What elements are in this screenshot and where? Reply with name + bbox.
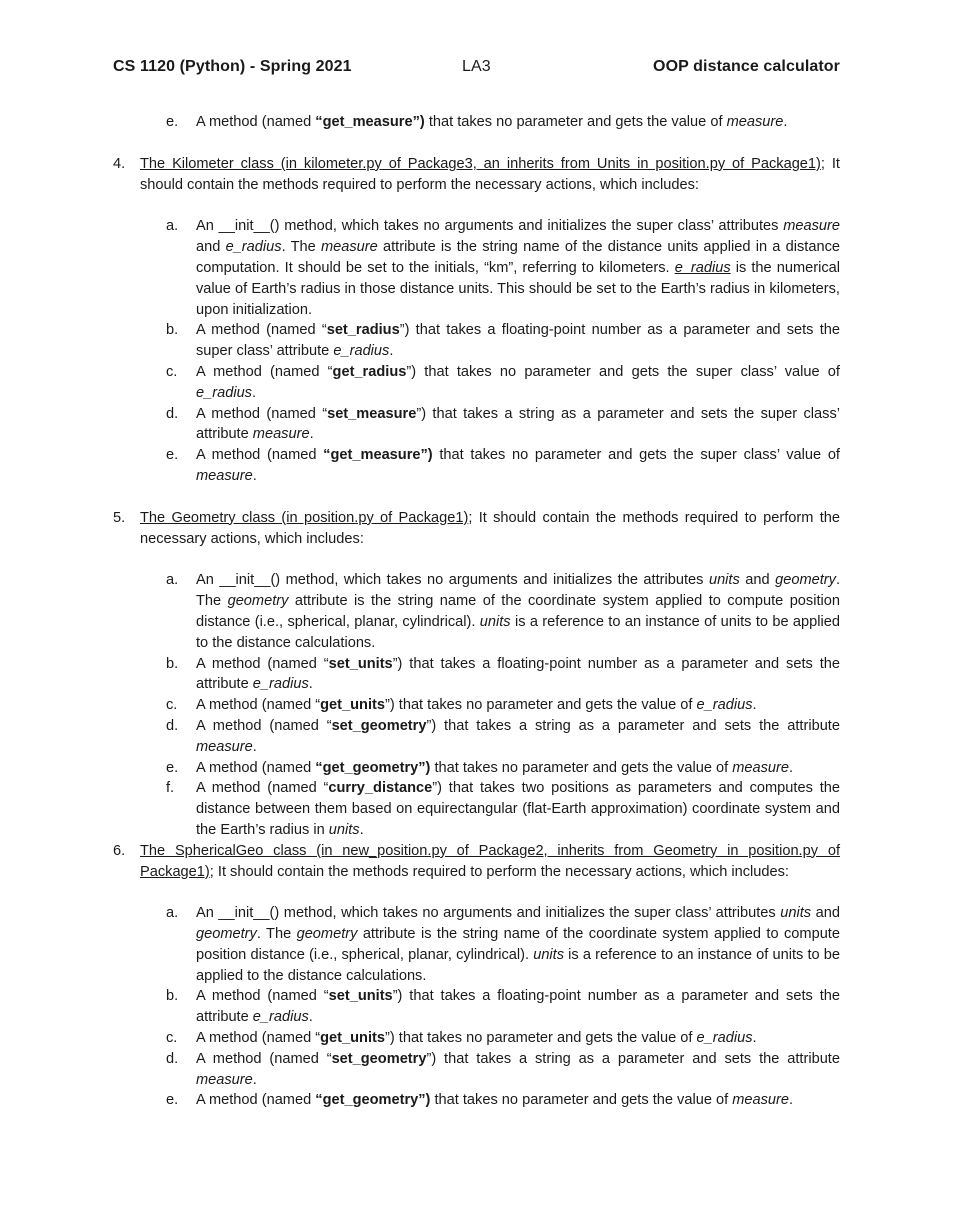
section-5 [113,508,840,550]
list-item: b. A method (named “set_units”) that takes a floating-point number as a parameter and sets the attribute e_radius. [166,988,840,1026]
section-number: 5. [113,509,126,526]
document-body [113,112,840,1111]
section-number: 6. [113,842,126,859]
list-item: e. A method (named “get_geometry”) that takes no parameter and gets the value of measure. [166,1092,794,1109]
list-item: e. A method (named “get_geometry”) that takes no parameter and gets the value of measure. [166,759,794,776]
list-item: b. A method (named “set_radius”) that takes a floating-point number as a parameter and sets the super class’ attribute e_radius. [166,322,840,360]
list-item: c. A method (named “get_units”) that takes no parameter and gets the value of e_radius. [166,697,757,714]
header-course: CS 1120 (Python) - Spring 2021 [113,58,352,75]
list-item: d. A method (named “set_measure”) that takes a string as a parameter and sets the super class’ attribute measure. [166,405,840,443]
section-heading: The Kilometer class (in kilometer.py of Package3, an inherits from Units in position.py of Package1); It should contain the methods required to perform the necessary actions, which includes: [140,155,840,193]
section-heading: The Geometry class (in position.py of Package1); It should contain the methods required to perform the necessary actions, which includes: [140,509,840,547]
section-number: 4. [113,155,126,172]
list-item: b. A method (named “set_units”) that takes a floating-point number as a parameter and sets the attribute e_radius. [166,655,840,693]
header-topic: OOP distance calculator [653,58,840,75]
section-4 [113,154,840,196]
section-heading: The SphericalGeo class (in new_position.py of Package2, inherits from Geometry in position.py of Package1); It should contain the methods required to perform the necessary actions, which includes: [140,842,840,880]
list-item: a. An __init__() method, which takes no arguments and initializes the super class’ attributes measure and e_radius. The measure attribute is the string name of the distance units applied in a distance computation. It should be set to the initials, “km”, referring to kilometers. e_radius is the numerical value of Earth’s radius in those distance units. This should be set to the Earth’s radius in kilometers, upon initialization. [166,218,840,318]
header-assignment: LA3 [462,58,491,75]
list-item: a. An __init__() method, which takes no arguments and initializes the super class’ attributes units and geometry. The geometry attribute is the string name of the coordinate system applied to compute position distance (i.e., spherical, planar, cylindrical). units is a reference to an instance of units to be applied to the distance calculations. [166,905,841,984]
list-item: c. A method (named “get_radius”) that takes no parameter and gets the super class’ value of e_radius. [166,363,840,401]
list-item: d. A method (named “set_geometry”) that takes a string as a parameter and sets the attribute measure. [166,1050,840,1088]
list-item: c. A method (named “get_units”) that takes no parameter and gets the value of e_radius. [166,1030,757,1047]
list-item: e. A method (named “get_measure”) that takes no parameter and gets the super class’ value of measure. [166,447,840,484]
list-item: f. A method (named “curry_distance”) that takes two positions as parameters and computes the distance between them based on equirectangular (flat-Earth approximation) coordinate system and the Earth’s radius in units. [166,780,840,838]
list-item: e. A method (named “get_measure”) that takes no parameter and gets the value of measure. [166,114,788,130]
list-item: d. A method (named “set_geometry”) that takes a string as a parameter and sets the attribute measure. [166,717,840,755]
section-6 [113,841,840,883]
list-item: a. An __init__() method, which takes no arguments and initializes the attributes units and geometry. The geometry attribute is the string name of the coordinate system applied to compute position distance (i.e., spherical, planar, cylindrical). units is a reference to an instance of units to be applied to the distance calculations. [166,572,840,651]
